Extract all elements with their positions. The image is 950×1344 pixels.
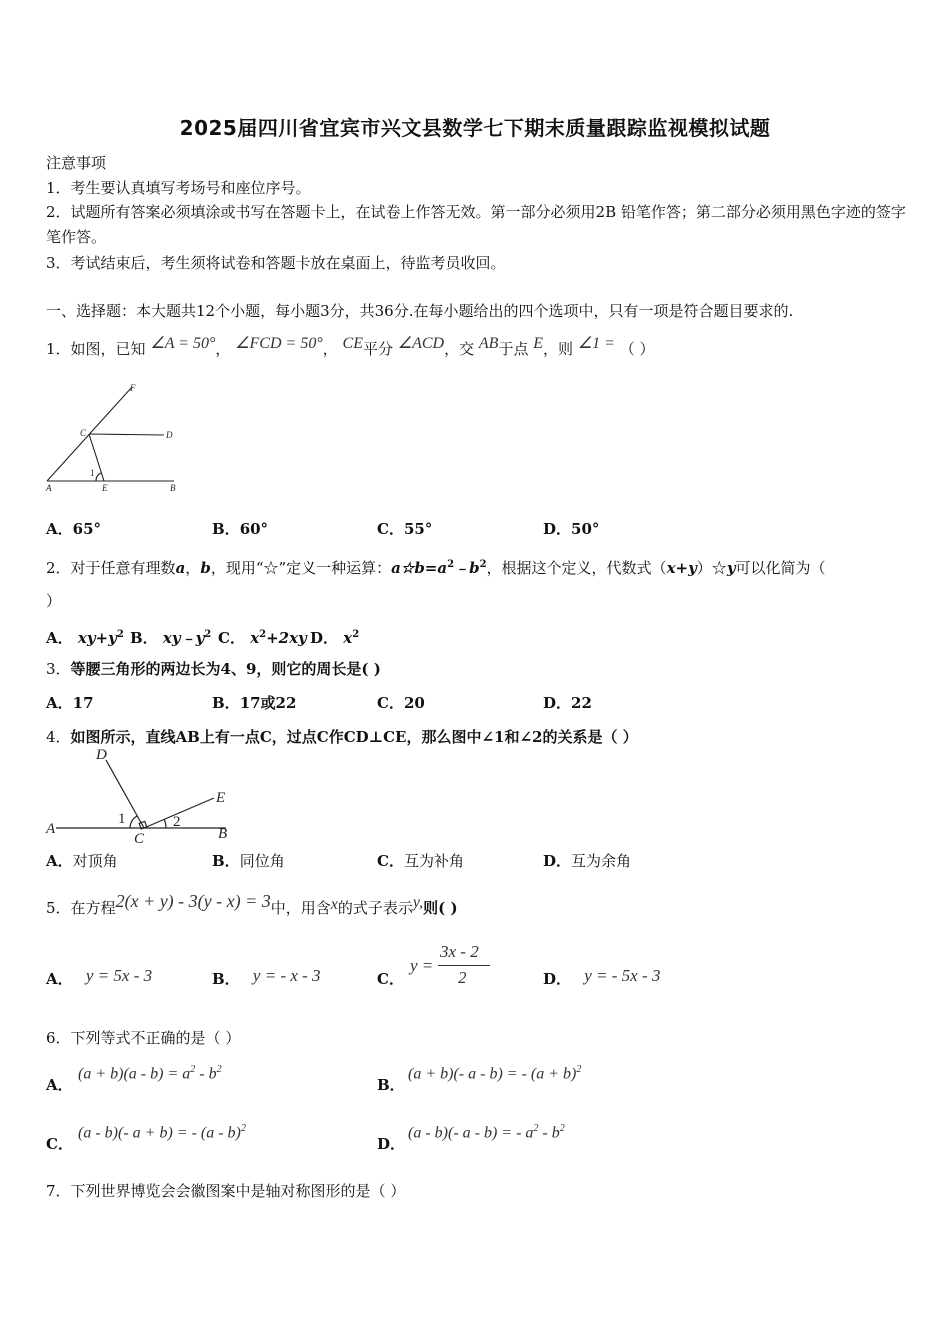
q1-option-d[interactable]: D．50° [543, 520, 600, 538]
question-number: 6． [46, 1029, 71, 1047]
label-c: C [80, 428, 87, 438]
notice-item-3: 3．考试结束后，考生须将试卷和答题卡放在桌面上，待监考员收回。 [46, 254, 506, 272]
label-angle-2: 2 [173, 814, 181, 830]
label-d: D [96, 747, 107, 763]
q4-option-b[interactable]: B．同位角 [212, 852, 285, 870]
q5-option-c[interactable]: C． [377, 970, 404, 988]
q5-option-d[interactable]: D． y = - 5x - 3 [543, 966, 661, 988]
q1-option-a[interactable]: A．65° [46, 520, 102, 538]
q4-option-a[interactable]: A．对顶角 [46, 852, 118, 870]
notice-heading: 注意事项 [46, 154, 107, 172]
math-equation: 2(x + y) - 3(y - x) = 3 [115, 891, 271, 911]
question-5-stem: 5．在方程2(x + y) - 3(y - x) = 3中，用含x的式子表示y,则( ) [46, 891, 458, 917]
math-ab: AB [478, 335, 499, 352]
q3-option-b[interactable]: B．17或22 [212, 694, 297, 712]
label-f: F [130, 383, 136, 393]
label-c: C [134, 831, 145, 846]
label-a: A [46, 821, 56, 837]
question-1-figure [44, 380, 184, 495]
q4-option-c[interactable]: C．互为补角 [377, 852, 464, 870]
notice-item-1: 1．考生要认真填写考场号和座位序号。 [46, 179, 311, 197]
question-6-stem: 6．下列等式不正确的是（ ） [46, 1029, 241, 1047]
notice-item-2: 2．试题所有答案必须填涂或书写在答题卡上，在试卷上作答无效。第一部分必须用2B 铅笔作答；第二部分必须用黑色字迹的签字笔作答。 [46, 203, 906, 246]
question-2-stem-cont: ） [46, 592, 62, 610]
q6-option-b[interactable]: B． [377, 1076, 405, 1094]
section-heading: 一、选择题：本大题共12个小题，每小题3分，共36分.在每小题给出的四个选项中，只有一项是符合题目要求的. [46, 302, 794, 320]
math-angle-a: ∠A = 50° [150, 335, 216, 352]
question-4-figure [44, 744, 244, 846]
q2-option-d[interactable]: D． $x^2$ [310, 629, 360, 647]
q6-option-b-expr: (a + b)(- a - b) = - $(a + b)^2$ [408, 1064, 582, 1083]
q3-option-c[interactable]: C．20 [377, 694, 425, 712]
question-number: 1． [46, 340, 71, 358]
question-number: 7． [46, 1182, 71, 1200]
question-number: 3． [46, 660, 71, 678]
q6-option-d[interactable]: D． [377, 1135, 406, 1153]
q1-option-b[interactable]: B．60° [212, 520, 269, 538]
q3-option-d[interactable]: D．22 [543, 694, 592, 712]
math-ce: CE [342, 335, 363, 352]
math-e: E [533, 335, 544, 352]
math-angle-acd: ∠ACD [397, 335, 445, 352]
math-angle-1: ∠1 = [577, 335, 615, 352]
question-number: 5． [46, 899, 71, 917]
label-a: A [46, 483, 52, 493]
question-2-stem: 2．对于任意有理数a，b，现用“☆”定义一种运算：$a☆b=a^2﹣b^2$，根据这个定义，代数式（x+y）☆y可以化简为（ [46, 559, 826, 577]
q2-option-a[interactable]: A． $xy+y^2$ [46, 629, 124, 647]
q1-option-c[interactable]: C．55° [377, 520, 433, 538]
label-b: B [170, 483, 176, 493]
q6-option-c[interactable]: C． [46, 1135, 73, 1153]
q4-option-d[interactable]: D．互为余角 [543, 852, 632, 870]
page-title: 2025届四川省宜宾市兴文县数学七下期末质量跟踪监视模拟试题 [179, 116, 771, 140]
label-angle-1: 1 [90, 468, 95, 478]
math-angle-fcd: ∠FCD = 50° [235, 335, 323, 352]
label-angle-1: 1 [118, 811, 126, 827]
question-3-stem: 3．等腰三角形的两边长为4、9，则它的周长是( ) [46, 660, 381, 678]
label-b: B [218, 826, 228, 842]
question-7-stem: 7．下列世界博览会会徽图案中是轴对称图形的是（ ） [46, 1182, 406, 1200]
label-d: D [166, 430, 173, 440]
q6-option-a-expr: $(a + b)(a - b) = a^2 - b^2$ [78, 1064, 222, 1083]
label-e: E [216, 790, 226, 806]
question-4-stem: 4．如图所示，直线AB上有一点C，过点C作CD⊥CE，那么图中∠1和∠2的关系是（ ） [46, 728, 638, 746]
q6-option-c-expr: (a - b)(- a + b) = - (a - b)$^2$ [78, 1123, 246, 1142]
q3-option-a[interactable]: A．17 [46, 694, 94, 712]
question-number: 2． [46, 559, 71, 577]
question-number: 4． [46, 728, 71, 746]
q6-option-a[interactable]: A． [46, 1076, 73, 1094]
q2-option-b[interactable]: B． $xy﹣y^2$ [130, 629, 212, 647]
q5-option-b[interactable]: B． y = - x - 3 [212, 966, 321, 988]
q2-option-c[interactable]: C． $x^2+2xy$ [218, 629, 307, 647]
label-e: E [102, 483, 108, 493]
question-1-stem: 1．如图，已知 ∠A = 50°， ∠FCD = 50°， CE平分 ∠ACD，交 AB于点 E，则 ∠1 = （ ） [46, 335, 655, 358]
q6-option-d-expr: (a - b)(- a - b) = - $a^2 - b^2$ [408, 1123, 565, 1142]
q5-option-a[interactable]: A． y = 5x - 3 [46, 966, 153, 988]
